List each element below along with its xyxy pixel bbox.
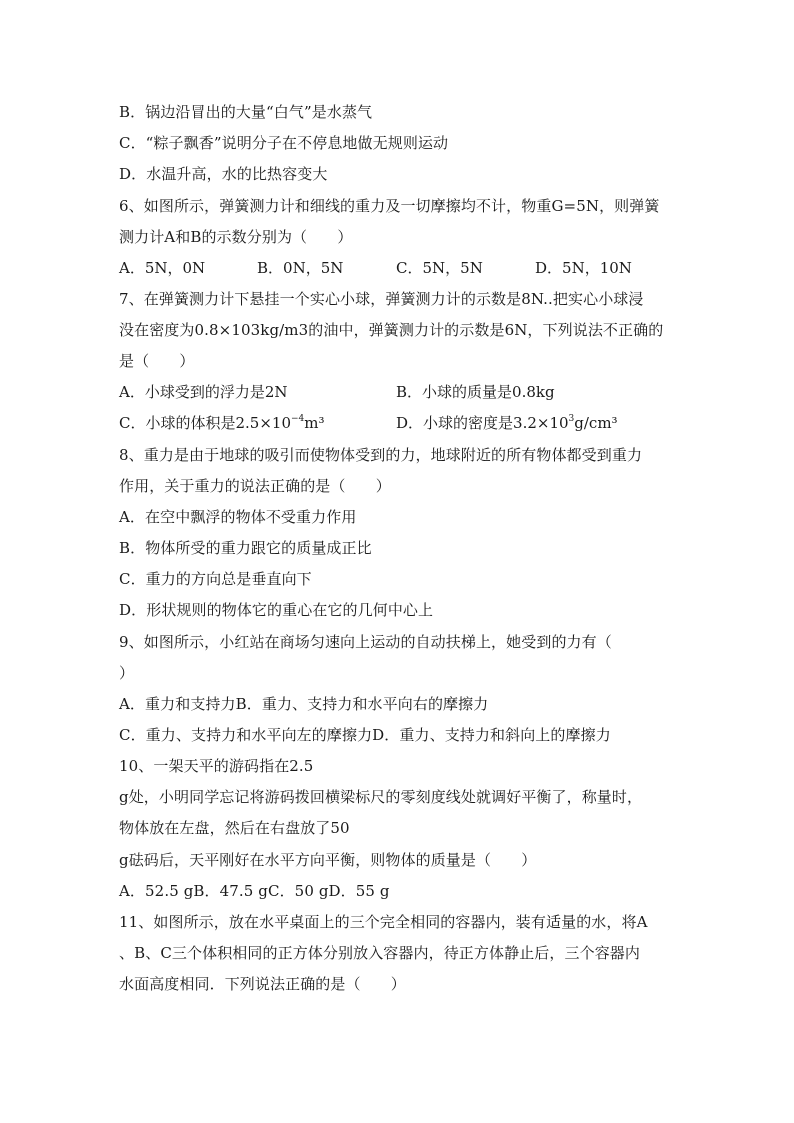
q8-option-b: B．物体所受的重力跟它的质量成正比 xyxy=(119,539,372,557)
q9-stem-line-1: 9、如图所示，小红站在商场匀速向上运动的自动扶梯上，她受到的力有（ xyxy=(119,633,612,651)
q7-stem-line-3: 是（ ） xyxy=(119,352,195,370)
q11-stem-line-1: 11、如图所示，放在水平桌面上的三个完全相同的容器内，装有适量的水，将A xyxy=(119,913,648,931)
q6-stem-line-1: 6、如图所示，弹簧测力计和细线的重力及一切摩擦均不计，物重G=5N，则弹簧 xyxy=(119,197,660,215)
q7-option-d: D．小球的密度是$3.2\times 10^3g$/cm³ xyxy=(396,414,618,432)
q7-option-c-exponent: −4 xyxy=(291,414,305,424)
q9-options-cd: C．重力、支持力和水平向左的摩擦力D．重力、支持力和斜向上的摩擦力 xyxy=(119,726,611,744)
q7-option-d-exponent: 3 xyxy=(568,414,575,424)
q7-options-row-1 xyxy=(119,382,679,402)
q8-option-a: A．在空中飘浮的物体不受重力作用 xyxy=(119,508,357,526)
q6-option-a: A．5N，0N xyxy=(119,259,206,277)
q7-option-b: B．小球的质量是0.8kg xyxy=(396,383,555,401)
q5-option-b: B．锅边沿冒出的大量“白气”是水蒸气 xyxy=(119,103,373,121)
q7-options-row-2 xyxy=(119,413,679,433)
q6-option-c: C．5N，5N xyxy=(396,259,483,277)
q6-stem-line-2: 测力计A和B的示数分别为（ ） xyxy=(119,228,353,246)
q10-stem-line-1: 10、一架天平的游码指在2.5 xyxy=(119,757,314,775)
q6-option-b: B．0N，5N xyxy=(257,259,344,277)
q10-stem-line-2: g处，小明同学忘记将游码拨回横梁标尺的零刻度线处就调好平衡了，称量时， xyxy=(119,788,643,806)
q8-stem-line-1: 8、重力是由于地球的吸引而使物体受到的力，地球附近的所有物体都受到重力 xyxy=(119,446,643,464)
q7-stem-line-2: 没在密度为0.8×103kg/m3的油中，弹簧测力计的示数是6N，下列说法不正确的 xyxy=(119,321,664,339)
q7-option-c: C．小球的体积是$2.5\times 10^{-4}m^3$ xyxy=(119,414,325,432)
q8-stem-line-2: 作用，关于重力的说法正确的是（ ） xyxy=(119,477,391,495)
q11-stem-line-2: 、B、C三个体积相同的正方体分别放入容器内，待正方体静止后，三个容器内 xyxy=(119,944,641,962)
q6-option-d: D．5N，10N xyxy=(535,259,632,277)
q7-option-a: A．小球受到的浮力是2N xyxy=(119,383,288,401)
q10-options: A．52.5 gB．47.5 gC．50 gD．55 g xyxy=(119,882,390,900)
q10-stem-line-4: g砝码后，天平刚好在水平方向平衡，则物体的质量是（ ） xyxy=(119,851,537,869)
q6-options xyxy=(119,258,679,278)
q5-option-d: D．水温升高，水的比热容变大 xyxy=(119,165,328,183)
q7-stem-line-1: 7、在弹簧测力计下悬挂一个实心小球，弹簧测力计的示数是8N..把实心小球浸 xyxy=(119,290,644,308)
q8-option-c: C．重力的方向总是垂直向下 xyxy=(119,570,312,588)
q9-stem-line-2: ） xyxy=(119,664,135,682)
q10-stem-line-3: 物体放在左盘，然后在右盘放了50 xyxy=(119,819,350,837)
q5-option-c: C．“粽子飘香”说明分子在不停息地做无规则运动 xyxy=(119,134,449,152)
q8-option-d: D．形状规则的物体它的重心在它的几何中心上 xyxy=(119,601,434,619)
q9-options-ab: A．重力和支持力B．重力、支持力和水平向右的摩擦力 xyxy=(119,695,489,713)
q11-stem-line-3: 水面高度相同．下列说法正确的是（ ） xyxy=(119,975,406,993)
